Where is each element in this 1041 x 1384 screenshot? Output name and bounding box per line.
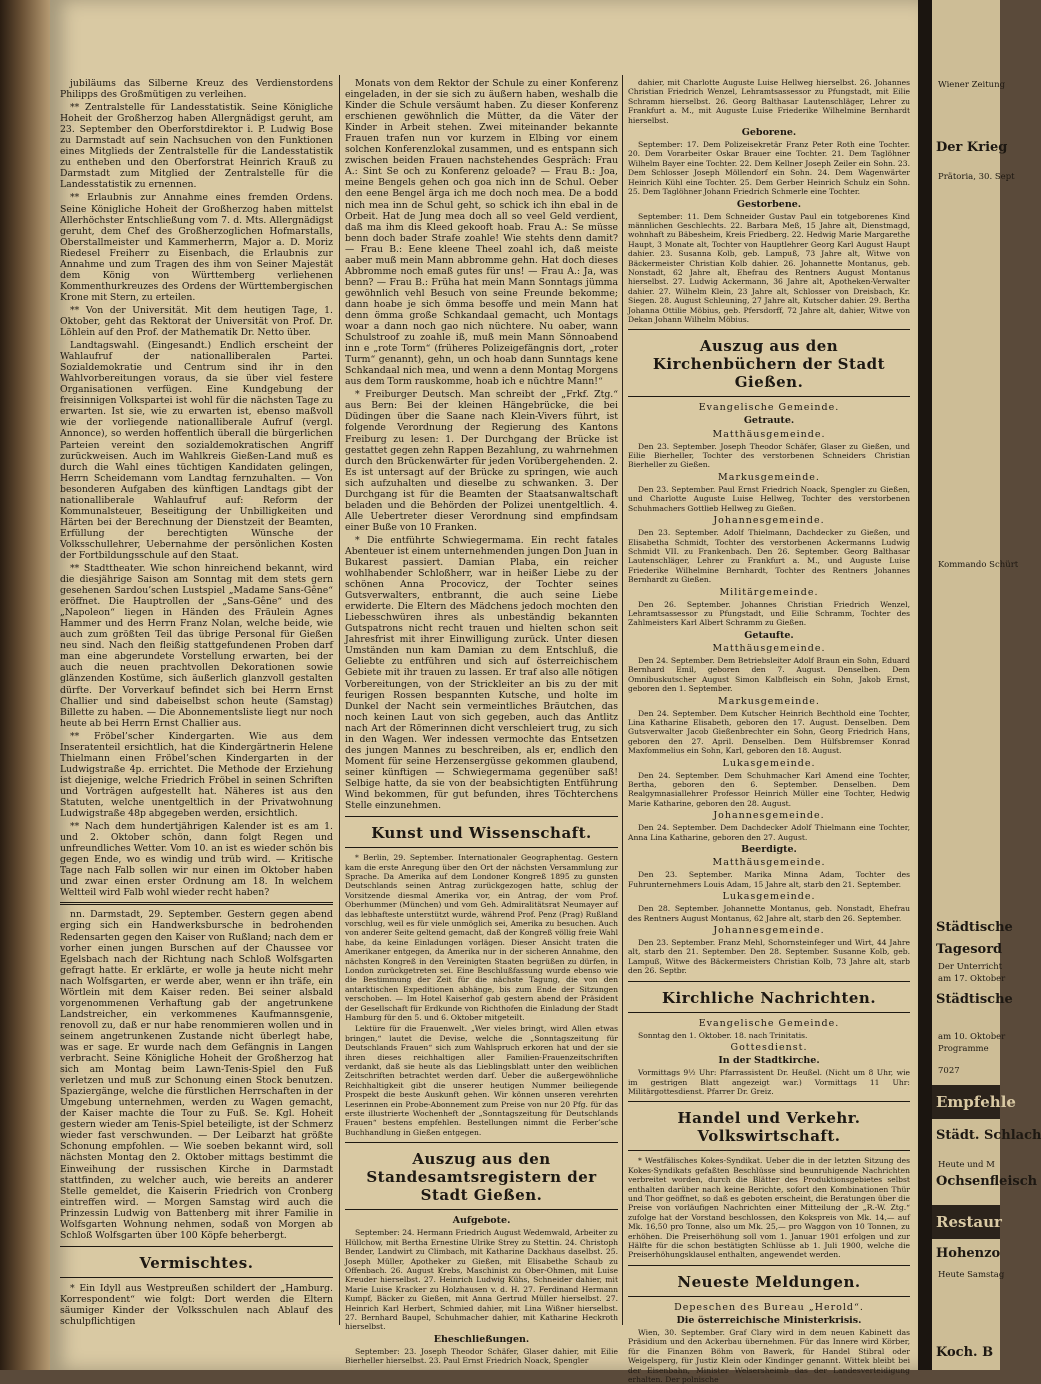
subheading: Matthäusgemeinde. — [712, 857, 826, 869]
article-paragraph: Den 26. September. Johannes Christian Friedrich Wenzel, Lehramtsassessor zu Pfungstadt, und Eilie Schramm, Tochter des Zahlmeisters Karl Albert Schramm zu Gießen. — [628, 599, 910, 628]
article-paragraph: * Freiburger Deutsch. Man schreibt der „Frkf. Ztg.“ aus Bern: Bei der kleinen Hängebrücke, die bei Düdingen über die Saane nach Klein-Vivers führt, ist folgende Verordnung der Regierung des Kantons Freiburg zu lesen: 1. Der Durchgang der Brücke ist gestattet gegen zehn Rappen Bezahlung, zu wahrnehmen durch den Brückenwärter für jeden Vorübergehenden. 2. Es ist untersagt auf der Brücke zu springen, wie auch sich aufzuhalten und dieselbe zu schwanken. 3. Der Durchgang ist für die Beamten der Staatsanwaltschaft beladen und die Behörden der Polizei unentgeltlich. 4. Alle Uebertreter dieser Verordnung sind empfindsam einer Buße von 10 Franken. — [345, 389, 618, 533]
article-paragraph: Vormittags 9½ Uhr: Pfarrassistent Dr. Heußel. (Nicht um 8 Uhr, wie im gestrigen Blatt angezeigt war.) Vormittags 11 Uhr: Militärgottesdienst. Pfarrer Dr. Greiz. — [628, 1068, 910, 1096]
section-heading-box — [345, 1142, 618, 1210]
article-paragraph: Lektüre für die Frauenwelt. „Wer vieles bringt, wird Allen etwas bringen,“ lautet die Devise, welche die „Sonntagszeitung für Deutschlands Frauen“ sich zum Wahlspruch erkoren hat und der sie ihren dieses reichhaltigen aller Familien-Frauenzeitschriften verdankt, daß sie heute als das Lieblingsblatt unter den weiblichen Zeitschriften betrachtet werden darf. Ueber die außergewöhnliche Reichhaltigkeit gibt die unserer heutigen Nummer beiliegende Prospekt die beste Auskunft gehen. Wir können unseren verehrten Leserinnen ein Probe-Abonnement zum Preise von nur 20 Pfg. für das erste illustrierte Wochenheft der „Sonntagszeitung für Deutschlands Frauen“ bestens empfehlen. Bestellungen nimmt die Ferber’sche Buchhandlung in Gießen entgegen. — [345, 1024, 618, 1137]
article-paragraph: Den 23. September. Adolf Thielmann, Dachdecker zu Gießen, und Elisabetha Schmidt, Tochter des verstorbenen Ackermanns Ludwig Schmidt VII. zu Frankenbach. Den 26. September. Georg Balthasar Lautenschläger, Lehrer zu Frankfurt a. M., und Auguste Luise Friederike Wilhelmine Bernhardt, Tochter des Rentners Johannes Bernhardt zu Gießen. — [628, 528, 910, 585]
article-paragraph: September: 17. Dem Polizeisekretär Franz Peter Roth eine Tochter. 20. Dem Vorarbeiter Oskar Brauer eine Tochter. 21. Dem Taglöhner Wilhelm Bayer eine Tochter. 22. Dem Kellner Joseph Zeiler ein Sohn. 23. Dem Schlosser Joseph Möllendorf ein Sohn. 24. Dem Wagenwärter Heinrich Kühl eine Tochter. 25. Dem Gerber Heinrich Schulz ein Sohn. 25. Dem Taglöhner Johann Friedrich Schmerle eine Tochter. — [628, 140, 910, 197]
next-page-text: Programme — [938, 1044, 989, 1054]
subheading: Johannesgemeinde. — [713, 924, 825, 936]
next-page-text: Wiener Zeitung — [938, 80, 1006, 90]
subheading: Evangelische Gemeinde. — [698, 402, 840, 414]
article-paragraph: jubiläums das Silberne Kreuz des Verdienstordens Philipps des Großmütigen zu verleihen. — [60, 78, 333, 101]
article-paragraph: * Westfälisches Kokes-Syndikat. Ueber die in der letzten Sitzung des Kokes-Syndikats gefaßten Beschlüsse sind beunruhigende Nachrichten verbreitet worden, durch die Blätter des Produktionsgebietes selbst enthalten darüber nach keine Berichte, sofort den Kombinationen Thür und Thor geöffnet, so daß es geboten erscheint, die Beratungen über die Preise von vorläufigen Nachrichten einer Mitteilung der „R.-W. Ztg.“ zufolge hat der Vorstand beschlossen, den Kokspreis von Mk. 14,— auf Mk. 16,50 pro Tonne, also um Mk. 25,— pro Waggon von 10 Tonnen, zu erhöhen. Die Preiserhöhung soll vom 1. Januar 1901 erfolgen und zur Hälfte für die schon bestätigten Schlüsse ab 1. Juli 1900, welche die Preiserhöhungsklausel enthalten, angewendet werden. — [628, 1156, 910, 1260]
next-page-text: Der Unterricht — [938, 962, 1003, 972]
subheading: Beerdigte. — [741, 844, 797, 856]
article-paragraph: ** Nach dem hundertjährigen Kalender ist es am 1. und 2. Oktober schön, dann folgt Regen und unfreundliches Wetter. Vom 10. an ist es wieder schön bis gegen Ende, wo es windig und trüb wird. — Kritische Tage nach Falb sollen wir nur einen im Oktober haben und zwar einen erster Ordnung am 18. In welchem Weltteil wird Falb wohl wieder recht haben? — [60, 821, 333, 899]
article-paragraph: Den 23. September. Franz Mehl, Schornsteinfeger und Wirt, 44 Jahre alt, starb den 21. September. Den 28. September. Susanne Kolb, geb. Lampuß, Witwe des Bäckermeisters Christian Kolb, 73 Jahre alt, starb den 26. Septbr. — [628, 937, 910, 976]
article-paragraph: Sonntag den 1. Oktober. 18. nach Trinitatis. — [638, 1030, 808, 1040]
page-gutter — [918, 0, 932, 1370]
section-heading-box — [628, 329, 910, 397]
article-paragraph: Den 23. September. Marika Minna Adam, Tochter des Fuhrunternehmers Louis Adam, 15 Jahre alt, starb den 21. September. — [628, 870, 910, 889]
article-paragraph: dahier, mit Charlotte Auguste Luise Hellweg hierselbst. 26. Johannes Christian Friedrich Wenzel, Lehramtsassessor zu Pfungstadt, mit Eilie Schramm hierselbst. 26. Georg Balthasar Lautenschläger, Lehrer zu Frankfurt a. M., mit Auguste Luise Friederike Wilhelmine Bernhardt hierselbst. — [628, 78, 910, 125]
subheading: Gottesdienst. — [730, 1042, 808, 1054]
section-heading-box — [60, 1246, 333, 1278]
column-middle — [345, 78, 618, 1366]
article-paragraph: September: 23. Joseph Theodor Schäfer, Glaser dahier, mit Eilie Bierheller hierselbst. 23. Paul Ernst Friedrich Noack, Spengler — [345, 1346, 618, 1366]
column-left — [60, 78, 333, 1327]
next-page-text: Heute und M — [938, 1160, 995, 1170]
subheading: Gestorbene. — [736, 198, 802, 210]
article-paragraph: Wien, 30. September. Graf Clary wird in dem neuen Kabinett das Präsidium und den Ackerbau übernehmen. Für das Innere wird Körber, für die Finanzen Böhm von Bawerk, für Handel Stibral oder Weigelsperg, für Justiz Klein oder Kindinger genannt. Wittek bleibt bei der Eisenbahn, Minister Welsersheimb das der Landesverteidigung erhalten. Der polnische — [628, 1327, 910, 1384]
section-heading: Auszug aus den Kirchenbüchern der Stadt Gießen. — [652, 337, 886, 392]
article-paragraph: * Die entführte Schwiegermama. Ein recht fatales Abenteuer ist einem unternehmenden jungen Don Juan in Bukarest passiert. Damian Plaba, ein reicher wohlhabender Schloßherr, war in heißer Liebe zu der schönen Anna Procovicz, der Tochter seines Gutsverwalters, entbrannt, die auch seine Liebe erwiderte. Die Eltern des Mädchens jedoch mochten den Liebesschwüren ihres als unbeständig bekannten Gutspatrons nicht recht trauen und hielten schon seit Jahresfrist mit ihrer Einwilligung zurück. Unter diesen Umständen nun kam Damian zu dem Entschluß, die Geliebte zu entführen und sich auf österreichischem Gebiete mit ihr trauen zu lassen. Er traf also alle nötigen Vorbereitungen, von der Strickleiter an bis zu der mit feurigen Rossen bespannten Kutsche, und holte im Dunkel der Nacht sein vermeintliches Bräutchen, das noch keinen Laut von sich gegeben, auch das Antlitz nach Art der Römerinnen dicht verschleiert trug, zu sich in den Wagen. Wer indessen vermochte das Entsetzen des jungen Mannes zu beschreiben, als er, endlich den Moment für seine Herzensergüsse gekommen glaubend, seiner künftigen — Schwiegermama gegenüber saß! Selbige hatte, da sie von der beabsichtigten Entführung Wind bekommen, für gut befunden, ihres Töchterchens Stelle einzunehmen. — [345, 534, 618, 812]
article-paragraph: ** Stadttheater. Wie schon hinreichend bekannt, wird die diesjährige Saison am Sonntag mit dem stets gern gesehenen Sardou’schen Lustspiel „Madame Sans-Gêne“ eröffnet. Die Hauptrollen der „Sans-Gêne“ und des „Napoleon“ liegen in Händen des Fräulein Agnes Hammer und des Herrn Franz Nolan, welche beide, wie auch zum größten Teil das übrige Personal für Gießen neu sind. Nach den fleißig stattgefundenen Proben darf man eine abgerundete Vorstellung erwarten, bei der auch die neuen prachtvollen Dekorationen sowie glänzenden Kostüme, sich äußerlich glanzvoll gestalten dürfte. Der Vorverkauf befindet sich bei Herrn Ernst Challier und sind dabeiselbst schon heute (Samstag) Billette zu haben. — Die Abonnementsliste liegt nur noch heute ab bei Herrn Ernst Challier aus. — [60, 563, 333, 729]
column-rule — [622, 75, 623, 1325]
subheading: Lukasgemeinde. — [722, 757, 816, 769]
article-paragraph: September: 24. Hermann Friedrich August Wedemwald, Arbeiter zu Hüllchow, mit Bertha Ernestine Ulrike Strey zu Stettin. 24. Christoph Bender, Landwirt zu Climbach, mit Katharine Dackhaus daselbst. 25. Joseph Müller, Apotheker zu Gießen, mit Elisabethe Schaub zu Offenbach. 26. August Krebs, Maschinist zu Ober-Ohmen, mit Luise Kreuder hierselbst. 27. Heinrich Ludwig Kühs, Schneider dahier, mit Marie Luise Kracker zu Holzhausen v. d. H. 27. Ferdinand Hermann Kumpf, Bäcker zu Gießen, mit Anna Gertrud Müller hierselbst. 27. Heinrich Karl Herbert, Schmied dahier, mit Lina Wißner hierselbst. 27. Bernhard Baupel, Schuhmacher dahier, mit Katharine Heckroth hierselbst. — [345, 1228, 618, 1332]
section-heading: Kunst und Wissenschaft. — [371, 824, 592, 843]
next-page-banner-text: Restaur — [936, 1213, 1002, 1231]
section-heading: Auszug aus den Standesamtsregistern der Stadt Gießen. — [366, 1150, 597, 1205]
article-paragraph: ** Erlaubnis zur Annahme eines fremden Ordens. Seine Königliche Hoheit der Großherzog haben mittelst Allerhöchster Entschließung vom 7. d. Mts. Allergnädigst geruht, dem Chef des Großherzoglichen Hofmarstalls, Oberstallmeister und Kammerherrn, Major a. D. Moriz Riedesel Freiherr zu Eisenbach, die Erlaubnis zur Annahme und zum Tragen des ihm von Seiner Majestät dem König von Württemberg verliehenen Kommenthurkreuzes des Ordens der Württembergischen Krone mit Stern, zu erteilen. — [60, 192, 333, 303]
article-paragraph: September: 11. Dem Schneider Gustav Paul ein totgeborenes Kind männlichen Geschlechts. 22. Barbara Meß, 15 Jahre alt, Dienstmagd, wohnhaft zu Bäbesheim, Kreis Friedberg. 22. Hedwig Marie Margarethe Haupt, 3 Monate alt, Tochter von Hauptlehrer Georg Karl August Haupt dahier. 23. Susanna Kolb, geb. Lampuß, 73 Jahre alt, Witwe von Bäckermeister Christian Kolb dahier. 26. Johannette Montanus, geb. Nonstadt, 62 Jahre alt, Ehefrau des Rentners August Montanus hierselbst. 27. Ludwig Ackermann, 36 Jahre alt, Apotheken-Verwalter dahier. 27. Wilhelm Klein, 23 Jahre alt, Schlosser von Dreisbach, Kr. Siegen. 28. August Schleuning, 27 Jahre alt, Kutscher dahier. 29. Bertha Johanna Ottilie Möbius, geb. Pfersdorff, 72 Jahre alt, dahier, Witwe von Dekan Johann Wilhelm Möbius. — [628, 211, 910, 325]
article-paragraph: * Berlin, 29. September. Internationaler Geographentag. Gestern kam die erste Anregung über den Ort der nächsten Versammlung zur Sprache. Da Amerika auf dem Londoner Kongreß 1895 zu gunsten Deutschlands seinen Antrag zurückgezogen hatte, schlug der Vorsitzende diesmal Amerika vor, ein Antrag, der vom Prof. Oberhummer (München) und vom Geh. Admiralitätsrat Neumayer auf das lebhafteste unterstützt wurde, während Prof. Penz (Prag) Rußland vorschlug, weil es für viele unmöglich sei, Amerika zu besuchen. Auch von anderer Seite geltend gemacht, daß der Kongreß völlig freie Wahl habe, da keine Einladungen vorlägen. Dieser Ansicht traten die Amerikaner entgegen, da Amerika nur in der sicheren Annahme, den nächsten Kongreß in den Vereinigten Staaten begrüßen zu dürfen, in London zurückgetreten sei. Eine Beschlußfassung wurde ebenso wie die Bestimmung der Zeit für die nächste Tagung, die von den antarktischen Expeditionen abhänge, bis zum Ende der Sitzungen verschoben. — Im Hotel Kaiserhof gab gestern abend der Präsident der Gesellschaft für Erdkunde von Richthofen die Einladung der Stadt Hamburg für den 5. und 6. Oktober mitgeteilt. — [345, 853, 618, 1022]
next-page-text: Heute Samstag — [938, 1270, 1005, 1280]
section-heading: Handel und Verkehr. Volkswirtschaft. — [677, 1109, 861, 1146]
subheading: Lukasgemeinde. — [722, 891, 816, 903]
article-paragraph: Den 24. September. Dem Dachdecker Adolf Thielmann eine Tochter, Anna Lina Katharine, geboren den 27. August. — [628, 823, 910, 842]
next-page-banner — [932, 1085, 1016, 1119]
subheading: Geborene. — [741, 127, 797, 139]
article-paragraph: nn. Darmstadt, 29. September. Gestern gegen abend erging sich ein Handwerksbursche in bedrohenden Redensarten gegen den Kaiser von Rußland; nach dem er vorher einen jungen Burschen auf der Chaussee vor Egelsbach nach der Richtung nach Schloß Wolfsgarten gefragt hatte. Er erklärte, er wolle ja heute nicht mehr nach Wolfsgarten, er werde aber, wenn er ihn träfe, ein Wörtlein mit dem Kaiser reden. Bei seiner alsbald vorgenommenen Verhaftung gab der angetrunkene Landstreicher, ein verkommenes Kaufmannsgenie, renovoll zu, daß er nur habe renommieren wollen und in seinem angetrunkenen Zustande nicht überlegt habe, was er sage. Er wurde nach dem Gefängnis in Langen verbracht. Seine Königliche Hoheit der Großherzog hat sich am Montag beim Lawn-Tenis-Spiel den Fuß verletzen und muß zur Schonung einen Stock benutzen. Spaziergänge, welche die fürstlichen Herrschaften in der Umgebung unternehmen, werden zu Wagen gemacht, der Kaiser machte die Tour zu Fuß. Se. Kgl. Hoheit gestern wieder am Tenis-Spiel beteiligte, ist der Schmerz wieder fast verschwunden. — Der Leibarzt hat größte Schonung empfohlen. — Wie soeben bekannt wird, soll nächsten Montag den 2. Oktober mittags bestimmt die Einweihung der russischen Kirche in Darmstadt stattfinden, zu welcher auch, wie bereits an anderer Stelle gemeldet, die Kaiserin Friedrich von Cronberg eintreffen wird. — Morgen Samstag wird auch die Prinzessin Ludwig von Battenberg mit ihrer Familie in Wolfsgarten Wohnung nehmen, sodaß von Morgen ab Schloß Wolfsgarten über 100 Köpfe beherbergt. — [60, 909, 333, 1241]
article-paragraph: Den 23. September. Paul Ernst Friedrich Noack, Spengler zu Gießen, und Charlotte Auguste Luise Hellweg, Tochter des verstorbenen Schuhmachers Gottlieb Hellweg zu Gießen. — [628, 484, 910, 513]
article-paragraph: Den 28. September. Johannette Montanus, geb. Nonstadt, Ehefrau des Rentners August Montanus, 62 Jahre alt, starb den 26. September. — [628, 904, 910, 923]
subheading: Getaufte. — [744, 629, 794, 641]
next-page-heading: Städt. Schlach — [936, 1128, 1041, 1143]
column-rule — [339, 75, 340, 1325]
next-page-text: am 17. Oktober — [938, 974, 1006, 984]
article-paragraph: Den 24. September. Dem Kutscher Heinrich Bechthold eine Tochter, Lina Katharine Elisabeth, geboren den 17. August. Denselben. Dem Gutsverwalter Jacob Gießenbrechter ein Sohn, Georg Friedrich Hans, geboren den 27. April. Denselben. Dem Hülfsbremser Konrad Maxfommelius ein Sohn, Karl, geboren den 18. August. — [628, 708, 910, 756]
section-divider — [60, 902, 333, 905]
next-page-text: Kommando Schürt — [938, 560, 1019, 570]
next-page-heading: Hohenzo — [936, 1246, 1001, 1261]
next-page-banner-text: Empfehle — [936, 1093, 1016, 1111]
section-heading: Kirchliche Nachrichten. — [661, 988, 877, 1007]
next-page-text: 7027 — [938, 1066, 960, 1076]
subheading: Johannesgemeinde. — [713, 515, 825, 527]
next-page-text: am 10. Oktober — [938, 1032, 1006, 1042]
next-page-heading: Tagesord — [936, 942, 1003, 957]
subheading: Johannesgemeinde. — [713, 810, 825, 822]
subheading: Die österreichische Ministerkrisis. — [676, 1314, 862, 1326]
article-paragraph: ** Von der Universität. Mit dem heutigen Tage, 1. Oktober, geht das Rektorat der Universität von Prof. Dr. Löhlein auf den Prof. der Mathematik Dr. Netto über. — [60, 304, 333, 339]
section-heading-box — [628, 1265, 910, 1297]
subheading: Eheschließungen. — [433, 1333, 530, 1345]
subheading: Matthäusgemeinde. — [712, 428, 826, 440]
section-heading-box — [628, 981, 910, 1013]
next-page-heading: Der Krieg — [936, 140, 1008, 155]
subheading: Evangelische Gemeinde. — [698, 1017, 840, 1029]
article-paragraph: Den 23. September. Joseph Theodor Schäfer, Glaser zu Gießen, und Eilie Bierheller, Tochter des verstorbenen Schneiders Christian Bierheller zu Gießen. — [628, 441, 910, 470]
next-page-fragment — [932, 0, 1041, 1370]
article-paragraph: * Ein Idyll aus Westpreußen schildert der „Hamburg. Korrespondent“ wie folgt: Dort werden die Eltern säumiger Kinder der Volksschulen nach Ablauf des schulpflichtigen — [60, 1282, 333, 1327]
subheading: Depeschen des Bureau „Herold“. — [674, 1301, 864, 1313]
section-heading-box — [345, 816, 618, 848]
subheading: Markusgemeinde. — [718, 695, 820, 707]
next-page-heading: Städtische — [936, 920, 1013, 935]
article-paragraph: Monats von dem Rektor der Schule zu einer Konferenz eingeladen, in der sie sich zu äußern haben, weshalb die Kinder die Schule versäumt haben. Zu dieser Konferenz erschienen gewöhnlich die Mütter, da die Väter der Kinder in Arbeit stehen. Zwei miteinander bekannte Frauen trafen nun vor kurzem in Elbing vor einem solchen Konferenzlokal zusammen, und es entspann sich zwischen beiden Frauen nachstehendes Gespräch: Frau A.: Sint Se och zu Konferenz geloade? — Frau B.: Joa, meine Bengels gehen och goa nich inn de Schul. Oeber den eene Bengel ärga ich me doch noch mea. De a bodd nich mea inn de Schul geht, so schick ich ihn ebal in de Orbeit. Hat de Jung mea doch all so veel Geld verdient, daß ma ihm dis Kleed gekooft hoab. Frau A.: Se müsse benn doch bader Strafe zoahle! Wie stehts denn damit? — Frau B.: Eene kleene Theel zoahl ich, daß meiste aaber muß mein Mann abbromme gehn. Hat doch dieses Abbromme noch emaß gutes für uns! — Frau A.: Ja, was benn? — Frau B.: Früha hat mein Mann Sonntags jümma gewöhnlich vehl Besuch von seine Freunde bekomme; dann hoabe je sich ömma besoffe und mein Mann hat denn ömma große Schkandaal gemacht, uch Montags woar a dann noch gao nich nüchtere. Nu oaber, wann Schulstroof zu zoahle iß, muß mein Mann Sönnoabend inn e „rote Torm“ (früheres Polizeigefängnis dort, „roter Turm“ genannt), gehn, un och hoab dann Sunntags kene Schkandaal nich mea, und wenn a denn Montag Morgens aus dem Torm rauskomme, hoab ich e nüchtre Mann!“ — [345, 78, 618, 388]
article-paragraph: Den 24. September. Dem Betriebsleiter Adolf Braun ein Sohn, Eduard Bernhard Emil, geboren den 7. August. Denselben. Dem Omnibuskutscher August Simon Kalbfleisch ein Sohn, Jakob Ernst, geboren den 1. September. — [628, 655, 910, 694]
subheading: Matthäusgemeinde. — [712, 642, 826, 654]
section-heading-box — [628, 1101, 910, 1151]
subheading: In der Stadtkirche. — [718, 1055, 820, 1067]
next-page-heading: Koch. B — [936, 1345, 994, 1360]
article-paragraph: Landtagswahl. (Eingesandt.) Endlich erscheint der Wahlaufruf der nationalliberalen Partei. Sozialdemokratie und Centrum sind ihr in den Wahlvorbereitungen voraus, da sie über viel festere Organisationen verfügen. Eine Kundgebung der freisinnigen Volkspartei ist wohl für die nächsten Tage zu erwarten. Ist sie, wie zu erwarten ist, ebenso maßvoll wie der vorliegende nationalliberale Aufruf (vergl. Annonce), so werden hoffentlich überall die bürgerlichen Parteien vereint den sozialdemokratischen Angriff zurückweisen. Auch im Wahlkreis Gießen-Land muß es durch die Wahl eines tüchtigen Kandidaten gelingen, Herrn Scheidemann vom Landtag fernzuhalten. — Von besonderen Aufgaben des künftigen Landtags gibt der nationalliberale Wahlaufruf auf: Reform der Kommunalsteuer, Beseitigung der Unbilligkeiten und Härten bei der Berechnung der Dienstzeit der Beamten, Erfüllung der berechtigten Wünsche der Volksschullehrer, Uebernahme der persönlichen Kosten der Fortbildungsschule auf den Staat. — [60, 340, 333, 561]
section-heading: Vermischtes. — [139, 1253, 254, 1272]
column-right — [628, 78, 910, 1384]
next-page-text: Prätoria, 30. Sept — [938, 172, 1015, 182]
subheading: Aufgebote. — [452, 1215, 511, 1227]
next-page-heading: Ochsenfleisch — [936, 1174, 1038, 1189]
article-paragraph: Den 24. September. Dem Schuhmacher Karl Amend eine Tochter, Bertha, geboren den 6. September. Denselben. Dem Realgymnasiallehrer Professor Heinrich Müller eine Tochter, Hedwig Marie Katharine, geboren den 28. August. — [628, 770, 910, 808]
section-heading: Neueste Meldungen. — [677, 1272, 861, 1291]
next-page-heading: Städtische — [936, 992, 1013, 1007]
next-page-banner — [932, 1205, 1000, 1239]
subheading: Markusgemeinde. — [718, 471, 820, 483]
book-binding-edge — [0, 0, 50, 1370]
subheading: Getraute. — [743, 415, 795, 427]
article-paragraph: ** Zentralstelle für Landesstatistik. Seine Königliche Hoheit der Großherzog haben Allergnädigst geruht, am 23. September den Oberforstdirektor i. P. Ludwig Bose zu Darmstadt auf sein Nachsuchen von den Funktionen eines Mitglieds der Zentralstelle für die Landesstatistik zu entheben und den Oberforstrat Heinrich Krauß zu Darmstadt zum Mitglied der Zentralstelle für die Landesstatistik zu ernennen. — [60, 102, 333, 191]
article-paragraph: ** Fröbel’scher Kindergarten. Wie aus dem Inseratenteil ersichtlich, hat die Kindergärtnerin Helene Thielmann einen Fröbel’schen Kindergarten in der Ludwigstraße 4p. errichtet. Die Methode der Erziehung ist diejenige, welche Friedrich Fröbel in seinen Schriften und Vorträgen aufgestellt hat. Näheres ist aus den Statuten, welche unentgeltlich in der Privatwohnung Ludwigstraße 48p abgegeben werden, ersichtlich. — [60, 730, 333, 820]
subheading: Militärgemeinde. — [719, 586, 819, 598]
